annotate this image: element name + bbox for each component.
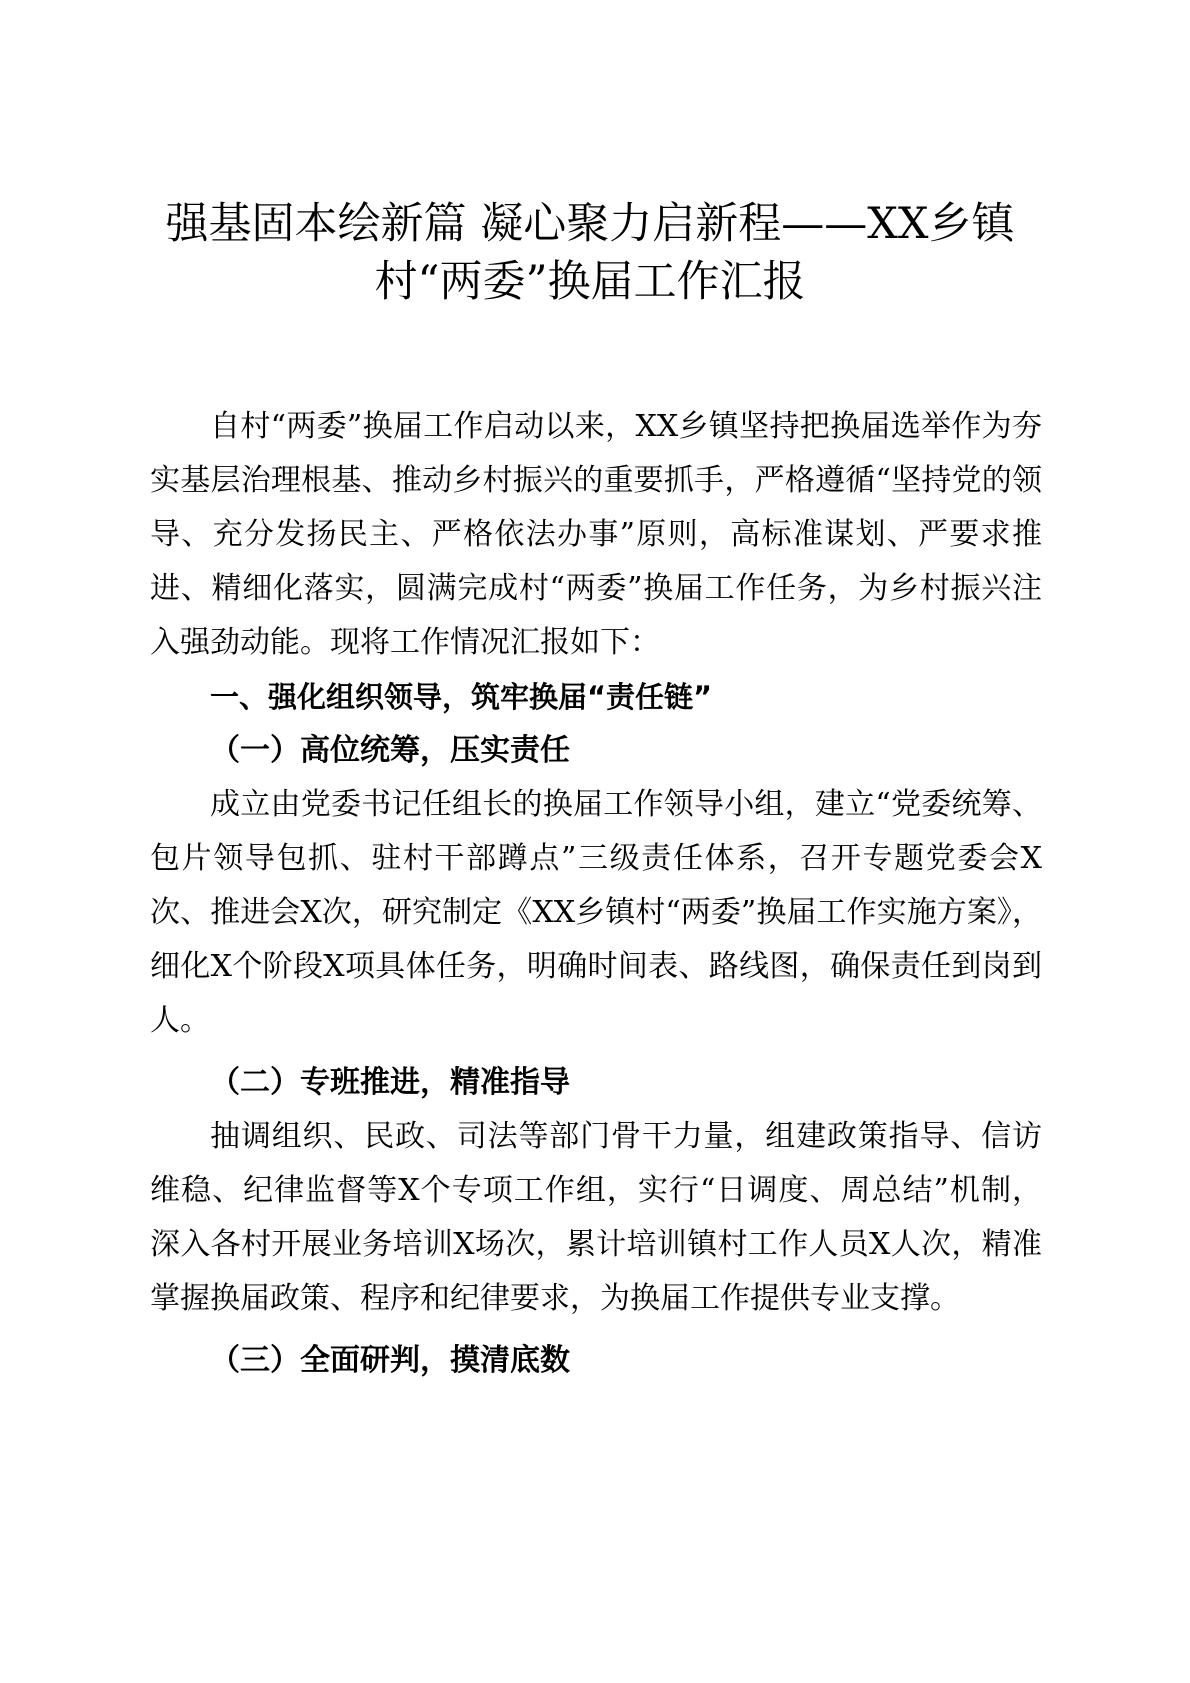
subsection-3-heading: （三）全面研判，摸清底数 — [210, 1343, 570, 1378]
subsection-1-heading: （一）高位统筹，压实责任 — [210, 733, 570, 768]
document-title — [140, 195, 1040, 311]
subsection-2-body: 抽调组织、民政、司法等部门骨干力量，组建政策指导、信访维稳、纪律监督等X个专项工作组，实行“日调度、周总结”机制，深入各村开展业务培训X场次，累计培训镇村工作人员X人次，精准掌握换届政策、程序和纪律要求，为换届工作提供专业支撑。 — [150, 1119, 1042, 1316]
section-1-heading: 一、强化组织领导，筑牢换届“责任链” — [210, 680, 713, 714]
title-line-2: 村“两委”换届工作汇报 — [374, 257, 806, 307]
title-line-1: 强基固本绘新篇 凝心聚力启新程——XX乡镇 — [165, 199, 1015, 249]
document-body — [150, 400, 1042, 1388]
subsection-2-heading: （二）专班推进，精准指导 — [210, 1065, 570, 1100]
subsection-1-body: 成立由党委书记任组长的换届工作领导小组，建立“党委统筹、包片领导包抓、驻村干部蹲点”三级责任体系，召开专题党委会X次、推进会X次，研究制定《XX乡镇村“两委”换届工作实施方案》，细化X个阶段X项具体任务，明确时间表、路线图，确保责任到岗到人。 — [150, 787, 1042, 1038]
intro-paragraph: 自村“两委”换届工作启动以来，XX乡镇坚持把换届选举作为夯实基层治理根基、推动乡村振兴的重要抓手，严格遵循“坚持党的领导、充分发扬民主、严格依法办事”原则，高标准谋划、严要求推进、精细化落实，圆满完成村“两委”换届工作任务，为乡村振兴注入强劲动能。现将工作情况汇报如下： — [150, 409, 1042, 660]
